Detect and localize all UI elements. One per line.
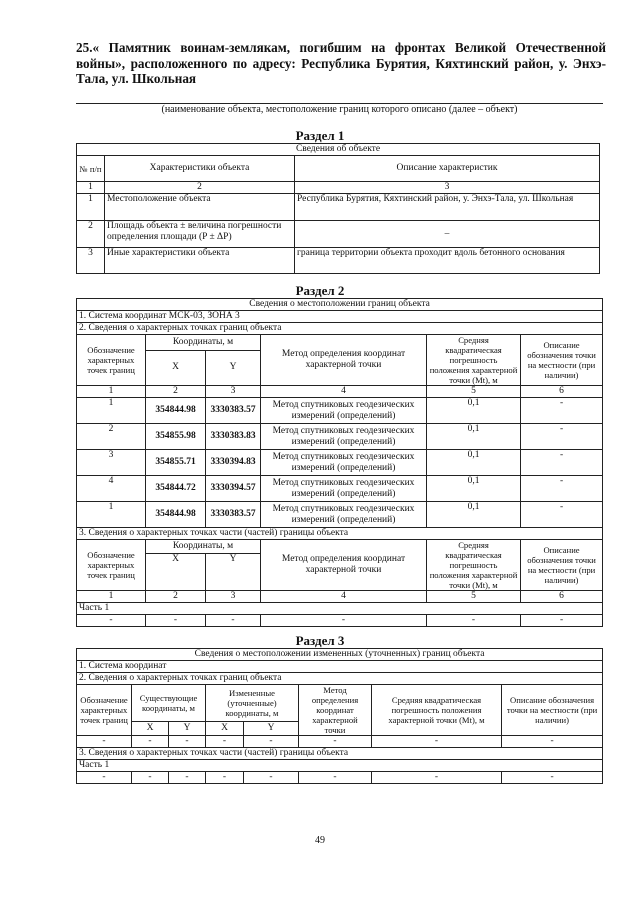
empty-cell: - [77,736,132,748]
empty-cell: - [132,772,169,784]
header-changed-coords: Измененные (уточненные) координаты, м [206,685,299,722]
table-row [77,398,603,424]
table-row [77,221,600,248]
col-number: 2 [146,386,206,398]
empty-cell: - [206,615,261,627]
col-number: 1 [77,386,146,398]
point-id: 4 [77,476,146,502]
header-designation: Обозначение характерных точек границ [77,685,132,736]
section2-title: Раздел 2 [295,283,345,298]
empty-cell: - [372,736,502,748]
empty-cell: - [244,736,299,748]
empty-cell: - [427,615,521,627]
header-x: X [146,554,206,591]
row-name: Иные характеристики объекта [105,248,295,274]
point-method: Метод спутниковых геодезических измерений (определений) [261,450,427,476]
header-x: X [206,721,244,735]
header-y: Y [206,350,261,385]
empty-cell: - [502,736,603,748]
table-row [77,772,603,784]
header-method: Метод определения координат характерной точки [299,685,372,736]
table-row [77,736,603,748]
row-desc: граница территории объекта проходит вдоль бетонного основания [295,248,600,274]
section1-title: Раздел 1 [295,128,345,143]
header-accuracy: Средняя квадратическая погрешность положения характерной точки (Mt), м [427,540,521,591]
header-x: X [146,350,206,385]
col-number: 4 [261,591,427,603]
empty-cell: - [132,736,169,748]
part-label: Часть 1 [77,603,603,615]
row-name: Площадь объекта ± величина погрешности определения площади (P ± ΔP) [105,221,295,248]
header-point-description: Описание обозначения точки на местности (при наличии) [502,685,603,736]
col-number: 4 [261,386,427,398]
points-subtitle: 2. Сведения о характерных точках границ объекта [77,323,603,335]
point-mt: 0,1 [427,398,521,424]
point-id: 3 [77,450,146,476]
point-method: Метод спутниковых геодезических измерений (определений) [261,424,427,450]
table-row [77,615,603,627]
row-number: 3 [77,248,105,274]
col-number: 6 [521,386,603,398]
section3-title: Раздел 3 [295,633,345,648]
header-designation: Обозначение характерных точек границ [77,540,146,591]
point-y: 3330394.83 [206,450,261,476]
page-number: 49 [315,835,325,846]
col-number: 3 [206,386,261,398]
header-y: Y [244,721,299,735]
header-characteristics: Характеристики объекта [105,156,295,182]
table-row [77,424,603,450]
part-label: Часть 1 [77,760,603,772]
header-point-description: Описание обозначения точки на местности (при наличии) [521,335,603,386]
empty-cell: - [244,772,299,784]
empty-cell: - [502,772,603,784]
col-number: 1 [77,591,146,603]
header-x: X [132,721,169,735]
table-row [77,476,603,502]
header-coords: Координаты, м [146,335,261,351]
point-mt: 0,1 [427,476,521,502]
title-caption: (наименование объекта, местоположение границ которого описано (далее – объект) [161,104,518,115]
row-number: 2 [77,221,105,248]
section1-table-title: Сведения об объекте [77,144,600,156]
header-method: Метод определения координат характерной точки [261,335,427,386]
section3-table [76,648,603,784]
header-existing-coords: Существующие координаты, м [132,685,206,722]
point-mt: 0,1 [427,450,521,476]
col-number: 6 [521,591,603,603]
empty-cell: - [206,736,244,748]
point-id: 2 [77,424,146,450]
empty-cell: - [299,736,372,748]
section1-table [76,143,600,274]
empty-cell: - [521,615,603,627]
empty-cell: - [206,772,244,784]
point-y: 3330383.83 [206,424,261,450]
col-number: 3 [295,182,600,194]
point-method: Метод спутниковых геодезических измерений (определений) [261,476,427,502]
section3-table-title: Сведения о местоположении измененных (уточненных) границ объекта [77,649,603,661]
table-row [77,194,600,221]
coordinate-system: 1. Система координат МСК-03, ЗОНА 3 [77,311,603,323]
point-mt: 0,1 [427,424,521,450]
point-y: 3330394.57 [206,476,261,502]
parts-subtitle: 3. Сведения о характерных точках части (частей) границы объекта [77,528,603,540]
point-desc: - [521,450,603,476]
header-y: Y [169,721,206,735]
header-number: № п/п [77,156,105,182]
col-number: 2 [105,182,295,194]
col-number: 5 [427,591,521,603]
point-id: 1 [77,502,146,528]
table-row [77,502,603,528]
point-desc: - [521,502,603,528]
col-number: 5 [427,386,521,398]
points-subtitle: 2. Сведения о характерных точках границ объекта [77,673,603,685]
point-method: Метод спутниковых геодезических измерений (определений) [261,398,427,424]
empty-cell: - [372,772,502,784]
table-row [77,248,600,274]
header-y: Y [206,554,261,591]
header-designation: Обозначение характерных точек границ [77,335,146,386]
empty-cell: - [261,615,427,627]
table-row [77,450,603,476]
empty-cell: - [299,772,372,784]
section2-table [76,298,603,627]
col-number: 1 [77,182,105,194]
point-mt: 0,1 [427,502,521,528]
point-desc: - [521,476,603,502]
point-desc: - [521,424,603,450]
row-desc: Республика Бурятия, Кяхтинский район, у. Энхэ-Тала, ул. Школьная [295,194,600,221]
coordinate-system: 1. Система координат [77,661,603,673]
point-desc: - [521,398,603,424]
point-x: 354844.72 [146,476,206,502]
header-description: Описание характеристик [295,156,600,182]
row-desc: – [295,221,600,248]
col-number: 3 [206,591,261,603]
point-y: 3330383.57 [206,398,261,424]
point-x: 354855.71 [146,450,206,476]
parts-subtitle: 3. Сведения о характерных точках части (частей) границы объекта [77,748,603,760]
header-coords: Координаты, м [146,540,261,554]
document-title: 25.« Памятник воинам-землякам, погибшим на фронтах Великой Отечественной войны», расположенного по адресу: Республика Бурятия, Кяхтинский район, у. Энхэ-Тала, ул. Школьная [76,40,606,86]
empty-cell: - [146,615,206,627]
point-y: 3330383.57 [206,502,261,528]
point-x: 354855.98 [146,424,206,450]
empty-cell: - [169,736,206,748]
col-number: 2 [146,591,206,603]
empty-cell: - [77,772,132,784]
section2-table-title: Сведения о местоположении границ объекта [77,299,603,311]
empty-cell: - [77,615,146,627]
header-point-description: Описание обозначения точки на местности (при наличии) [521,540,603,591]
header-method: Метод определения координат характерной точки [261,540,427,591]
row-name: Местоположение объекта [105,194,295,221]
point-x: 354844.98 [146,502,206,528]
empty-cell: - [169,772,206,784]
point-x: 354844.98 [146,398,206,424]
row-number: 1 [77,194,105,221]
header-accuracy: Средняя квадратическая погрешность положения характерной точки (Mt), м [372,685,502,736]
header-accuracy: Средняя квадратическая погрешность положения характерной точки (Mt), м [427,335,521,386]
point-id: 1 [77,398,146,424]
point-method: Метод спутниковых геодезических измерений (определений) [261,502,427,528]
